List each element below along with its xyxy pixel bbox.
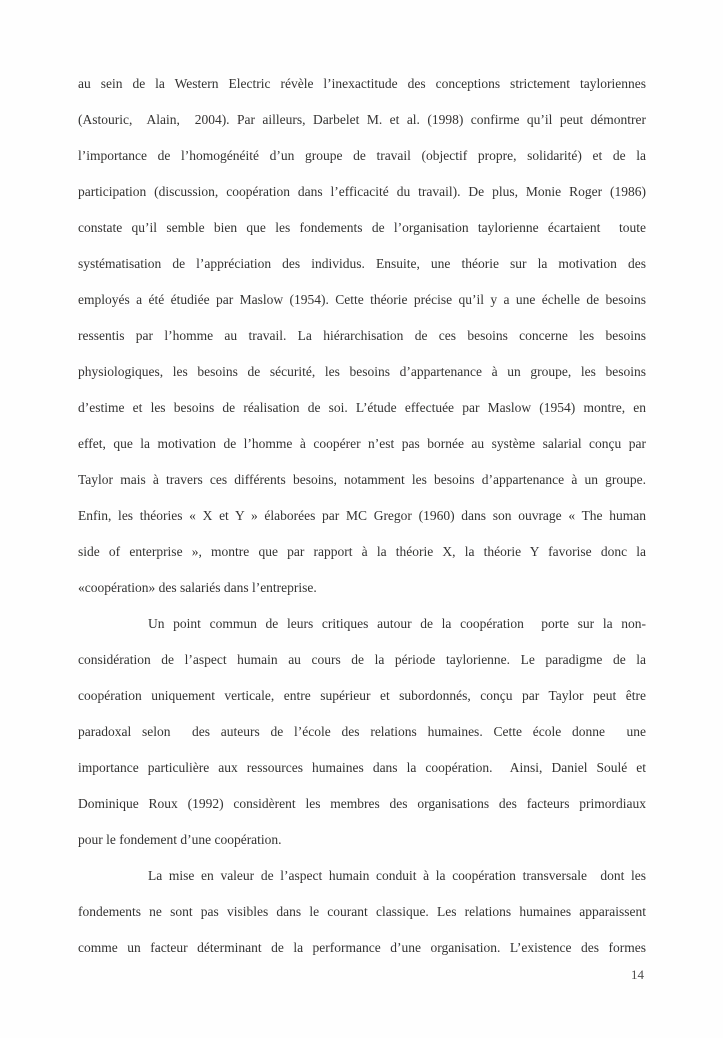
text-line: fondements ne sont pas visibles dans le courant classique. Les relations humaines apparaissent <box>78 904 646 919</box>
text-line: systématisation de l’appréciation des individus. Ensuite, une théorie sur la motivation des <box>78 256 646 271</box>
text-line: paradoxal selon des auteurs de l’école des relations humaines. Cette école donne une <box>78 724 646 739</box>
text-line: Un point commun de leurs critiques autour de la coopération porte sur la non- <box>148 616 646 631</box>
text-line: au sein de la Western Electric révèle l’inexactitude des conceptions strictement tayloriennes <box>78 76 646 91</box>
text-line: Dominique Roux (1992) considèrent les membres des organisations des facteurs primordiaux <box>78 796 646 811</box>
text-line: La mise en valeur de l’aspect humain conduit à la coopération transversale dont les <box>148 868 646 883</box>
text-line: d’estime et les besoins de réalisation de soi. L’étude effectuée par Maslow (1954) montre, en <box>78 400 646 415</box>
text-line: Enfin, les théories « X et Y » élaborées par MC Gregor (1960) dans son ouvrage « The human <box>78 508 646 523</box>
text-line: effet, que la motivation de l’homme à coopérer n’est pas bornée au système salarial conçu par <box>78 436 646 451</box>
text-line: «coopération» des salariés dans l’entreprise. <box>78 580 317 595</box>
text-line: participation (discussion, coopération dans l’efficacité du travail). De plus, Monie Roger (1986) <box>78 184 646 199</box>
text-line: l’importance de l’homogénéité d’un groupe de travail (objectif propre, solidarité) et de la <box>78 148 646 163</box>
text-line: side of enterprise », montre que par rapport à la théorie X, la théorie Y favorise donc la <box>78 544 646 559</box>
body-text <box>78 66 646 966</box>
text-line: Taylor mais à travers ces différents besoins, notamment les besoins d’appartenance à un groupe. <box>78 472 646 487</box>
text-line: ressentis par l’homme au travail. La hiérarchisation de ces besoins concerne les besoins <box>78 328 646 343</box>
text-line: constate qu’il semble bien que les fondements de l’organisation taylorienne écartaient toute <box>78 220 646 235</box>
text-line: employés a été étudiée par Maslow (1954). Cette théorie précise qu’il y a une échelle de besoins <box>78 292 646 307</box>
text-line: pour le fondement d’une coopération. <box>78 832 282 847</box>
text-line: physiologiques, les besoins de sécurité, les besoins d’appartenance à un groupe, les besoins <box>78 364 646 379</box>
text-line: coopération uniquement verticale, entre supérieur et subordonnés, conçu par Taylor peut être <box>78 688 646 703</box>
text-line: (Astouric, Alain, 2004). Par ailleurs, Darbelet M. et al. (1998) confirme qu’il peut démontrer <box>78 112 646 127</box>
text-line: importance particulière aux ressources humaines dans la coopération. Ainsi, Daniel Soulé et <box>78 760 646 775</box>
text-line: considération de l’aspect humain au cours de la période taylorienne. Le paradigme de la <box>78 652 646 667</box>
page-number: 14 <box>631 967 644 982</box>
text-line: comme un facteur déterminant de la performance d’une organisation. L’existence des formes <box>78 940 646 955</box>
